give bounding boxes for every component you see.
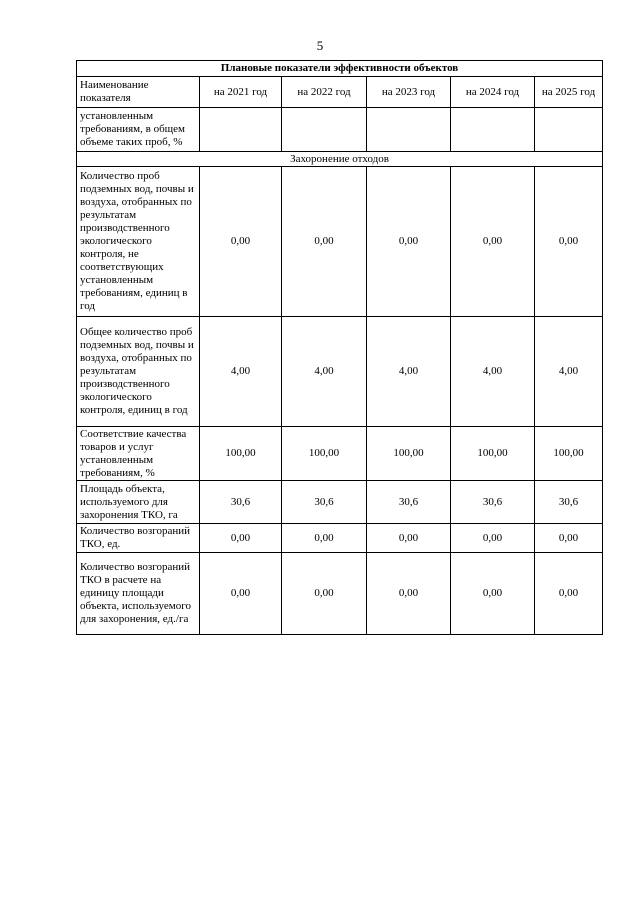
row-value-2021: 100,00: [200, 427, 282, 481]
table-row: [77, 317, 603, 427]
indicators-table: [76, 60, 603, 635]
row-value-2023: 100,00: [367, 427, 451, 481]
row-name: Количество проб подземных вод, почвы и воздуха, отобранных по результатам производственного экологического контроля, не соответствующих установленным требованиям, единиц в год: [77, 167, 200, 317]
row-value-2025: 100,00: [535, 427, 603, 481]
row-value-2024: 0,00: [451, 524, 535, 553]
row-value-2024: 0,00: [451, 553, 535, 635]
row-value-2024: [451, 108, 535, 152]
header-year-2021: на 2021 год: [200, 77, 282, 108]
row-name: Общее количество проб подземных вод, почвы и воздуха, отобранных по результатам производственного экологического контроля, единиц в год: [77, 317, 200, 427]
row-value-2025: 0,00: [535, 524, 603, 553]
row-value-2024: 4,00: [451, 317, 535, 427]
row-value-2024: 100,00: [451, 427, 535, 481]
row-value-2022: 30,6: [282, 481, 367, 524]
row-value-2022: 0,00: [282, 553, 367, 635]
header-indicator-name: Наименование показателя: [77, 77, 200, 108]
table-title: Плановые показатели эффективности объектов: [77, 61, 603, 77]
row-name: Количество возгораний ТКО, ед.: [77, 524, 200, 553]
row-value-2025: 0,00: [535, 167, 603, 317]
row-value-2022: 4,00: [282, 317, 367, 427]
row-value-2023: 4,00: [367, 317, 451, 427]
row-value-2025: 0,00: [535, 553, 603, 635]
row-value-2023: 0,00: [367, 553, 451, 635]
header-year-2022: на 2022 год: [282, 77, 367, 108]
row-value-2022: 100,00: [282, 427, 367, 481]
section-title: Захоронение отходов: [77, 152, 603, 167]
row-value-2021: 0,00: [200, 524, 282, 553]
row-name: установленным требованиям, в общем объеме таких проб, %: [77, 108, 200, 152]
row-value-2024: 0,00: [451, 167, 535, 317]
row-value-2023: [367, 108, 451, 152]
row-value-2024: 30,6: [451, 481, 535, 524]
table-row-continued: [77, 108, 603, 152]
table-row: [77, 167, 603, 317]
table-row: [77, 553, 603, 635]
row-value-2023: 0,00: [367, 524, 451, 553]
row-value-2025: 4,00: [535, 317, 603, 427]
page-number: 5: [316, 38, 324, 53]
row-value-2021: [200, 108, 282, 152]
table-title-row: [77, 61, 603, 77]
header-row: [77, 77, 603, 108]
header-year-2023: на 2023 год: [367, 77, 451, 108]
row-value-2023: 0,00: [367, 167, 451, 317]
row-value-2023: 30,6: [367, 481, 451, 524]
section-row: [77, 152, 603, 167]
table-row: [77, 427, 603, 481]
row-value-2021: 4,00: [200, 317, 282, 427]
header-year-2024: на 2024 год: [451, 77, 535, 108]
header-year-2025: на 2025 год: [535, 77, 603, 108]
row-name: Количество возгораний ТКО в расчете на единицу площади объекта, используемого для захоронения, ед./га: [77, 553, 200, 635]
row-value-2022: 0,00: [282, 167, 367, 317]
table-row: [77, 481, 603, 524]
row-value-2025: 30,6: [535, 481, 603, 524]
row-value-2025: [535, 108, 603, 152]
row-name: Соответствие качества товаров и услуг установленным требованиям, %: [77, 427, 200, 481]
row-value-2021: 0,00: [200, 167, 282, 317]
row-value-2021: 0,00: [200, 553, 282, 635]
row-value-2022: [282, 108, 367, 152]
row-value-2021: 30,6: [200, 481, 282, 524]
row-name: Площадь объекта, используемого для захоронения ТКО, га: [77, 481, 200, 524]
table-row: [77, 524, 603, 553]
row-value-2022: 0,00: [282, 524, 367, 553]
